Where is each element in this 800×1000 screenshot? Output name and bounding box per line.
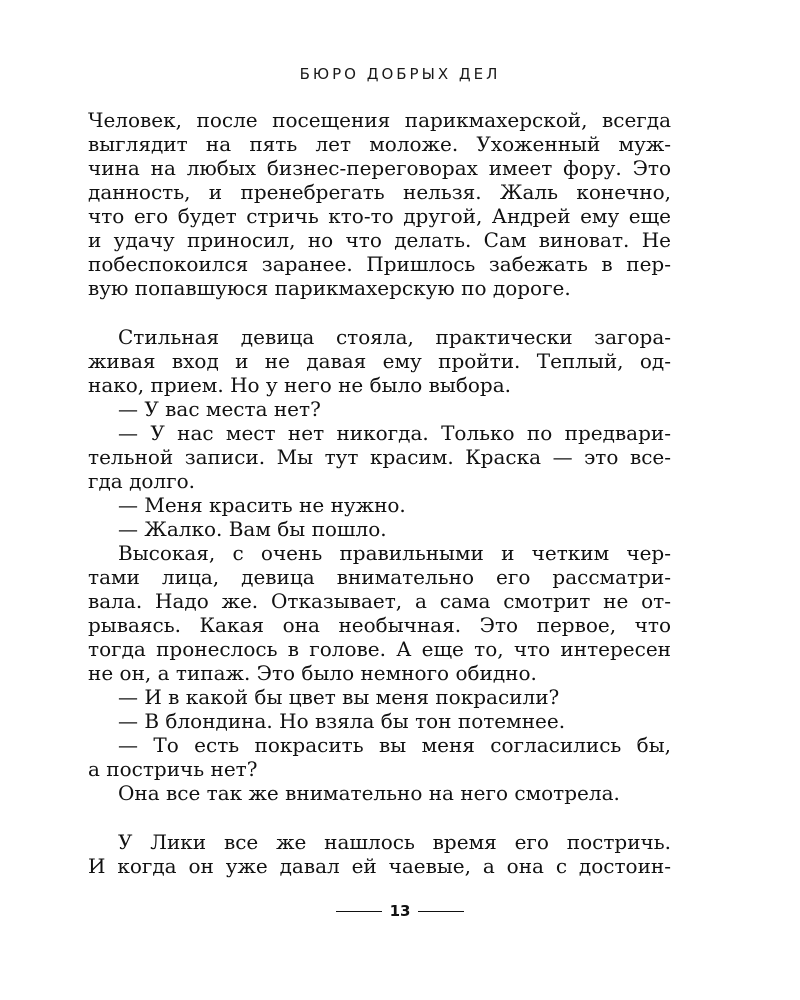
running-header: БЮРО ДОБРЫХ ДЕЛ — [299, 65, 501, 83]
text-line: У Лики все же нашлось время его постричь. — [118, 830, 671, 854]
text-line: гда долго. — [88, 469, 196, 493]
footer-rule-left — [336, 911, 382, 912]
text-line: Она все так же внимательно на него смотрела. — [118, 781, 620, 805]
text-line: рываясь. Какая она необычная. Это первое, что — [88, 613, 671, 637]
dialogue-line: — То есть покрасить вы меня согласились бы, — [118, 733, 671, 757]
footer-rule-right — [418, 911, 464, 912]
text-line: и удачу приносил, но что делать. Сам виноват. Не — [88, 228, 671, 252]
page-number: 13 — [389, 902, 411, 920]
dialogue-line: — У вас места нет? — [118, 397, 321, 421]
text-line: данность, и пренебрегать нельзя. Жаль конечно, — [88, 180, 671, 204]
text-line: вую попавшуюся парикмахерскую по дороге. — [88, 276, 571, 300]
text-line: Человек, после посещения парикмахерской, всегда — [88, 108, 671, 132]
text-line: живая вход и не давая ему пройти. Теплый, од- — [88, 349, 671, 373]
dialogue-line: — Меня красить не нужно. — [118, 493, 406, 517]
text-line: тами лица, девица внимательно его рассматри- — [88, 565, 671, 589]
page-footer — [0, 902, 800, 920]
text-line: Высокая, с очень правильными и четким чер- — [118, 541, 671, 565]
text-line: нако, прием. Но у него не было выбора. — [88, 373, 512, 397]
dialogue-line: — И в какой бы цвет вы меня покрасили? — [118, 685, 560, 709]
dialogue-line: — В блондина. Но взяла бы тон потемнее. — [118, 709, 566, 733]
text-line: не он, а типаж. Это было немного обидно. — [88, 661, 537, 685]
text-line: тельной записи. Мы тут красим. Краска — это все- — [88, 445, 671, 469]
text-line: тогда пронеслось в голове. А еще то, что интересен — [88, 637, 671, 661]
text-line: побеспокоился заранее. Пришлось забежать в пер- — [88, 252, 671, 276]
text-line: Стильная девица стояла, практически загора- — [118, 325, 671, 349]
text-line: чина на любых бизнес-переговорах имеет фору. Это — [88, 156, 671, 180]
text-line: И когда он уже давал ей чаевые, а она с достоин- — [88, 854, 671, 878]
text-line: вала. Надо же. Отказывает, а сама смотрит не от- — [88, 589, 671, 613]
text-line: что его будет стричь кто-то другой, Андрей ему еще — [88, 204, 671, 228]
text-line: выглядит на пять лет моложе. Ухоженный муж- — [88, 132, 671, 156]
text-line: а постричь нет? — [88, 757, 258, 781]
dialogue-line: — У нас мест нет никогда. Только по предвари- — [118, 421, 671, 445]
dialogue-line: — Жалко. Вам бы пошло. — [118, 517, 387, 541]
